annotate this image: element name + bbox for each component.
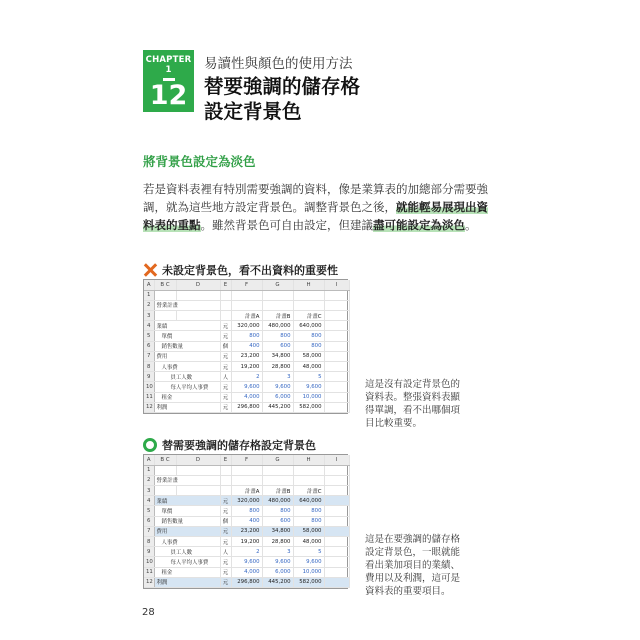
empty-cell — [293, 475, 324, 485]
row-label: 費用 — [154, 526, 220, 536]
sheet-title: 營業計畫 — [154, 475, 220, 485]
good-example-caption — [143, 437, 316, 453]
value-cell: 600 — [262, 341, 293, 351]
table-row — [144, 290, 349, 300]
body-text-part2: 。雖然背景色可自由設定，但建議 — [200, 218, 373, 232]
empty-cell — [176, 486, 220, 496]
row-label: 人事費 — [154, 362, 220, 372]
column-header: B C — [154, 455, 176, 465]
value-cell: 800 — [293, 331, 324, 341]
value-cell: 600 — [262, 516, 293, 526]
empty-cell — [262, 465, 293, 475]
empty-cell — [324, 526, 349, 536]
value-cell: 48,000 — [293, 362, 324, 372]
page-title-line1: 替要強調的儲存格 — [204, 75, 361, 98]
value-cell: 6,000 — [262, 567, 293, 577]
plan-header: 計畫A — [231, 486, 262, 496]
empty-cell — [220, 465, 231, 475]
empty-cell — [220, 486, 231, 496]
value-cell: 582,000 — [293, 402, 324, 412]
value-cell: 48,000 — [293, 537, 324, 547]
empty-cell — [324, 577, 349, 587]
good-example-caption-text: 替需要強調的儲存格設定背景色 — [162, 439, 316, 452]
page-title-line2: 設定背景色 — [204, 100, 302, 123]
column-header: A — [144, 455, 154, 465]
empty-cell — [324, 341, 349, 351]
row-label: 銷售數量 — [154, 516, 220, 526]
table-row — [144, 392, 349, 402]
value-cell: 9,600 — [262, 382, 293, 392]
row-number: 11 — [144, 567, 154, 577]
body-text-part3: 。 — [465, 218, 477, 232]
row-number: 10 — [144, 557, 154, 567]
plan-header: 計畫C — [293, 486, 324, 496]
empty-cell — [324, 486, 349, 496]
table-row — [144, 321, 349, 331]
value-cell: 3 — [262, 372, 293, 382]
empty-cell — [324, 567, 349, 577]
empty-cell — [262, 475, 293, 485]
body-highlight1: 就能輕易展現出資料表的重點 — [143, 200, 488, 232]
body-highlight2: 盡可能設定為淡色 — [373, 218, 465, 232]
empty-cell — [324, 402, 349, 412]
empty-cell — [324, 382, 349, 392]
bad-example-caption — [143, 262, 338, 278]
empty-cell — [324, 516, 349, 526]
empty-cell — [324, 557, 349, 567]
row-label: 每人平均人事費 — [154, 557, 220, 567]
value-cell: 582,000 — [293, 577, 324, 587]
empty-cell — [324, 311, 349, 321]
value-cell: 480,000 — [262, 496, 293, 506]
row-label: 每人平均人事費 — [154, 382, 220, 392]
bad-example-caption-text: 未設定背景色，看不出資料的重要性 — [162, 264, 338, 277]
row-label: 單價 — [154, 506, 220, 516]
empty-cell — [262, 300, 293, 310]
value-cell: 10,000 — [293, 567, 324, 577]
table-row — [144, 351, 349, 361]
empty-cell — [324, 300, 349, 310]
empty-cell — [154, 290, 176, 300]
empty-cell — [324, 537, 349, 547]
row-number: 7 — [144, 526, 154, 536]
value-cell: 5 — [293, 372, 324, 382]
unit-cell: 元 — [220, 537, 231, 547]
body-text-part1: 若是資料表裡有特別需要強調的資料，像是業算表的加總部分需要強調，就為這些地方設定背景色。調整背景色之後， — [143, 182, 488, 214]
unit-cell: 元 — [220, 351, 231, 361]
row-label: 單價 — [154, 331, 220, 341]
table-row — [144, 506, 349, 516]
row-number: 5 — [144, 331, 154, 341]
empty-cell — [293, 300, 324, 310]
row-number: 3 — [144, 311, 154, 321]
empty-cell — [176, 290, 220, 300]
row-label: 利潤 — [154, 577, 220, 587]
row-number: 2 — [144, 475, 154, 485]
table-row — [144, 547, 349, 557]
empty-cell — [324, 321, 349, 331]
circle-icon — [143, 438, 157, 452]
empty-cell — [324, 475, 349, 485]
empty-cell — [176, 465, 220, 475]
value-cell: 400 — [231, 341, 262, 351]
empty-cell — [324, 331, 349, 341]
empty-cell — [231, 475, 262, 485]
table-row — [144, 486, 349, 496]
column-header: A — [144, 280, 154, 290]
empty-cell — [293, 290, 324, 300]
column-header: I — [324, 280, 349, 290]
unit-cell: 人 — [220, 547, 231, 557]
value-cell: 9,600 — [231, 557, 262, 567]
value-cell: 6,000 — [262, 392, 293, 402]
page-title — [204, 74, 360, 124]
table-row — [144, 577, 349, 587]
empty-cell — [324, 392, 349, 402]
sheet-title: 營業計畫 — [154, 300, 220, 310]
value-cell: 4,000 — [231, 567, 262, 577]
value-cell: 480,000 — [262, 321, 293, 331]
row-number: 9 — [144, 547, 154, 557]
empty-cell — [231, 290, 262, 300]
unit-cell: 個 — [220, 341, 231, 351]
value-cell: 9,600 — [262, 557, 293, 567]
table-row — [144, 526, 349, 536]
value-cell: 640,000 — [293, 321, 324, 331]
value-cell: 10,000 — [293, 392, 324, 402]
unit-cell: 元 — [220, 526, 231, 536]
column-header: G — [262, 280, 293, 290]
value-cell: 19,200 — [231, 362, 262, 372]
row-number: 10 — [144, 382, 154, 392]
value-cell: 445,200 — [262, 402, 293, 412]
row-number: 1 — [144, 290, 154, 300]
empty-cell — [231, 465, 262, 475]
row-number: 11 — [144, 392, 154, 402]
unit-cell: 元 — [220, 402, 231, 412]
row-label: 租金 — [154, 392, 220, 402]
empty-cell — [324, 496, 349, 506]
table-row — [144, 475, 349, 485]
chapter-number: 12 — [149, 80, 188, 111]
column-header: F — [231, 280, 262, 290]
value-cell: 800 — [231, 331, 262, 341]
column-header: D — [176, 280, 220, 290]
cross-icon — [143, 263, 157, 277]
row-number: 3 — [144, 486, 154, 496]
empty-cell — [220, 290, 231, 300]
value-cell: 58,000 — [293, 526, 324, 536]
value-cell: 9,600 — [293, 557, 324, 567]
empty-cell — [220, 311, 231, 321]
chapter-label: CHAPTER 1 — [145, 55, 192, 75]
value-cell: 296,800 — [231, 577, 262, 587]
column-header: E — [220, 455, 231, 465]
column-header-row — [144, 280, 349, 290]
value-cell: 3 — [262, 547, 293, 557]
column-header: G — [262, 455, 293, 465]
plan-header: 計畫C — [293, 311, 324, 321]
empty-cell — [324, 362, 349, 372]
row-label: 租金 — [154, 567, 220, 577]
column-header: F — [231, 455, 262, 465]
empty-cell — [324, 372, 349, 382]
unit-cell: 元 — [220, 496, 231, 506]
unit-cell: 個 — [220, 516, 231, 526]
row-number: 8 — [144, 362, 154, 372]
empty-cell — [293, 465, 324, 475]
value-cell: 34,800 — [262, 351, 293, 361]
table-row — [144, 311, 349, 321]
value-cell: 9,600 — [293, 382, 324, 392]
unit-cell: 元 — [220, 506, 231, 516]
empty-cell — [324, 290, 349, 300]
column-header-row — [144, 455, 349, 465]
unit-cell: 人 — [220, 372, 231, 382]
unit-cell: 元 — [220, 392, 231, 402]
column-header: H — [293, 280, 324, 290]
empty-cell — [324, 465, 349, 475]
row-number: 7 — [144, 351, 154, 361]
value-cell: 4,000 — [231, 392, 262, 402]
plan-header: 計畫B — [262, 486, 293, 496]
empty-cell — [154, 486, 176, 496]
row-number: 5 — [144, 506, 154, 516]
row-number: 8 — [144, 537, 154, 547]
value-cell: 9,600 — [231, 382, 262, 392]
empty-cell — [231, 300, 262, 310]
unit-cell: 元 — [220, 557, 231, 567]
value-cell: 19,200 — [231, 537, 262, 547]
row-number: 12 — [144, 577, 154, 587]
value-cell: 800 — [293, 516, 324, 526]
unit-cell: 元 — [220, 577, 231, 587]
row-label: 銷售數量 — [154, 341, 220, 351]
row-number: 12 — [144, 402, 154, 412]
empty-cell — [324, 506, 349, 516]
column-header: E — [220, 280, 231, 290]
value-cell: 2 — [231, 547, 262, 557]
value-cell: 800 — [262, 331, 293, 341]
value-cell: 23,200 — [231, 351, 262, 361]
value-cell: 800 — [231, 506, 262, 516]
bad-example-note: 這是沒有設定背景色的資料表。整張資料表顯得單調，看不出哪個項目比較重要。 — [365, 379, 461, 429]
value-cell: 23,200 — [231, 526, 262, 536]
empty-cell — [176, 311, 220, 321]
table-row — [144, 372, 349, 382]
table-row — [144, 516, 349, 526]
unit-cell: 元 — [220, 382, 231, 392]
table-row — [144, 331, 349, 341]
table-row — [144, 557, 349, 567]
row-number: 2 — [144, 300, 154, 310]
table-row — [144, 567, 349, 577]
spreadsheet-no-background — [143, 279, 348, 414]
body-paragraph — [143, 180, 498, 234]
value-cell: 320,000 — [231, 496, 262, 506]
row-number: 6 — [144, 516, 154, 526]
empty-cell — [324, 547, 349, 557]
value-cell: 28,800 — [262, 362, 293, 372]
empty-cell — [220, 300, 231, 310]
row-label: 人事費 — [154, 537, 220, 547]
row-label: 費用 — [154, 351, 220, 361]
section-heading: 將背景色設定為淡色 — [143, 154, 256, 169]
empty-cell — [154, 465, 176, 475]
chapter-badge — [143, 50, 194, 112]
row-label: 員工人數 — [154, 547, 220, 557]
column-header: H — [293, 455, 324, 465]
value-cell: 34,800 — [262, 526, 293, 536]
row-number: 4 — [144, 496, 154, 506]
value-cell: 28,800 — [262, 537, 293, 547]
row-number: 6 — [144, 341, 154, 351]
value-cell: 5 — [293, 547, 324, 557]
table-row — [144, 537, 349, 547]
row-number: 1 — [144, 465, 154, 475]
value-cell: 640,000 — [293, 496, 324, 506]
column-header: I — [324, 455, 349, 465]
table-row — [144, 465, 349, 475]
unit-cell: 元 — [220, 567, 231, 577]
value-cell: 800 — [293, 506, 324, 516]
empty-cell — [324, 351, 349, 361]
table-row — [144, 402, 349, 412]
empty-cell — [154, 311, 176, 321]
value-cell: 800 — [293, 341, 324, 351]
value-cell: 2 — [231, 372, 262, 382]
value-cell: 296,800 — [231, 402, 262, 412]
empty-cell — [262, 290, 293, 300]
row-label: 員工人數 — [154, 372, 220, 382]
row-label: 業績 — [154, 321, 220, 331]
value-cell: 320,000 — [231, 321, 262, 331]
good-example-note: 這是在要強調的儲存格設定背景色，一眼就能看出業加項目的業績、費用以及利潤，這可是資料表的重要項目。 — [365, 534, 461, 597]
value-cell: 400 — [231, 516, 262, 526]
value-cell: 445,200 — [262, 577, 293, 587]
plan-header: 計畫A — [231, 311, 262, 321]
row-label: 業績 — [154, 496, 220, 506]
table-row — [144, 300, 349, 310]
table-row — [144, 382, 349, 392]
column-header: D — [176, 455, 220, 465]
row-number: 9 — [144, 372, 154, 382]
spreadsheet-with-background — [143, 454, 348, 589]
page-number: 28 — [142, 607, 155, 618]
plan-header: 計畫B — [262, 311, 293, 321]
table-row — [144, 496, 349, 506]
row-label: 利潤 — [154, 402, 220, 412]
unit-cell: 元 — [220, 362, 231, 372]
column-header: B C — [154, 280, 176, 290]
value-cell: 58,000 — [293, 351, 324, 361]
unit-cell: 元 — [220, 321, 231, 331]
table-row — [144, 362, 349, 372]
empty-cell — [220, 475, 231, 485]
value-cell: 800 — [262, 506, 293, 516]
row-number: 4 — [144, 321, 154, 331]
table-row — [144, 341, 349, 351]
unit-cell: 元 — [220, 331, 231, 341]
series-title: 易讀性與顏色的使用方法 — [204, 56, 353, 72]
